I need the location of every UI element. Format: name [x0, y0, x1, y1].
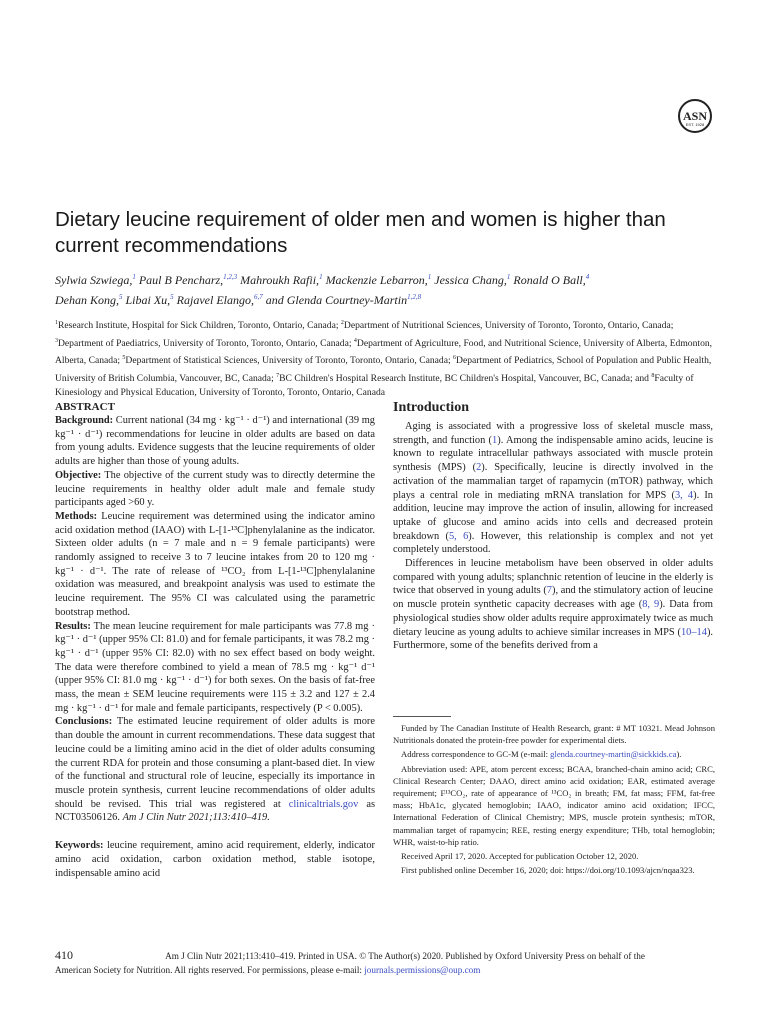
intro-text: ). Specifically, leucine is directly involved in the activation of the mammalian target of rapamycin (mTOR) pathway, which plays a central role in mediating mRNA translation for MPS ( [393, 462, 714, 501]
conclusions-text: The estimated leucine requirement of older adults is more than double the amount in current recommendations. These data suggest that leucine could be a limiting amino acid in the diet of older adults consuming the current RDA for protein and those consuming a plant-based diet. In view of the functional and structural role of leucine, especially its importance in muscle protein synthesis, current leucine recommendations of older adults should be revised. This trial was registered at [55, 716, 375, 810]
author-name: Mahroukh Rafii, [240, 273, 320, 287]
correspondence-email-link[interactable]: glenda.courtney-martin@sickkids.ca [550, 749, 677, 760]
abstract-results [55, 620, 375, 716]
article-title: Dietary leucine requirement of older men and women is higher than current recommendations [55, 208, 666, 257]
author-affiliation-mark: 1 [132, 273, 136, 281]
reference-link[interactable]: 8, 9 [642, 599, 660, 611]
funding-note: Funded by The Canadian Institute of Health Research, grant: # MT 10321. Mead Johnson Nutritionals donated the protein-free powder for experimental diets. [393, 723, 715, 746]
clinicaltrials-link[interactable]: clinicaltrials.gov [288, 798, 359, 810]
methods-label: Methods: [55, 510, 98, 522]
affiliation-text: Department of Agriculture, Food, and Nutritional Science, University of Alberta, Edmonton, Alberta, Canada; [55, 337, 713, 367]
author-line-2 [55, 293, 421, 307]
affiliation-number: 8 [651, 372, 655, 379]
reference-link[interactable]: 5, 6 [448, 530, 469, 542]
affiliation-number: 3 [55, 337, 58, 344]
affiliation-number: 4 [353, 337, 357, 344]
author-name: Rajavel Elango, [176, 293, 254, 307]
results-text: The mean leucine requirement for male participants was 77.8 mg · kg⁻¹ · d⁻¹ (upper 95% CI: 81.0) and for female participants, it was 78.2 mg · kg⁻¹ · d⁻¹ (upper 95% CI: 82.0) with no sex effect based on body weight. The data were therefore combined to yield a mean of 78.5 mg · kg⁻¹ d⁻¹ (upper 95% CI: 81.0 mg · kg⁻¹ · d⁻¹) for both sexes. On the basis of fat-free mass, the mean ± SEM leucine requirements were 115 ± 3.2 and 127 ± 2.4 mg · kg⁻¹ · d⁻¹ for male and female participants, respectively (P < 0.005). [55, 620, 375, 714]
affiliation-number: 5 [122, 355, 126, 362]
author-affiliation-mark: 1 [506, 273, 511, 281]
author-affiliation-mark: 5 [119, 293, 123, 301]
correspondence-note [393, 748, 715, 760]
author-name: and Glenda Courtney-Martin [265, 293, 408, 307]
correspondence-text: Address correspondence to GC-M (e-mail: [401, 749, 551, 760]
introduction [393, 399, 713, 653]
affiliation-number: 2 [340, 320, 344, 326]
author-name: Mackenzie Lebarron, [325, 273, 428, 287]
author-name: Libai Xu, [125, 293, 171, 307]
reference-link[interactable]: 3, 4 [674, 489, 694, 501]
abstract [55, 400, 375, 880]
background-text: Current national (34 mg · kg⁻¹ · d⁻¹) and international (39 mg kg⁻¹ · d⁻¹) recommendations for leucine in older adults are based on data from young adults. Evidence suggests that the leucine requirements of older adults are higher than those of young adults. [55, 415, 375, 468]
affiliation-text: Department of Nutritional Sciences, University of Toronto, Toronto, Ontario, Canada; [343, 320, 674, 332]
objective-label: Objective: [55, 469, 102, 481]
intro-paragraph-1 [393, 420, 713, 557]
affiliation-number: 1 [55, 320, 58, 326]
asn-logo [678, 99, 712, 133]
affiliation-text: BC Children's Hospital Research Institute, BC Children's Hospital, Vancouver, BC, Canada; and [279, 372, 652, 384]
affiliation-text: Department of Statistical Sciences, University of Toronto, Toronto, Ontario, Canada; [125, 355, 454, 367]
conclusions-label: Conclusions: [55, 716, 113, 728]
published-note: First published online December 16, 2020; doi: https://doi.org/10.1093/ajcn/nqaa323. [401, 865, 695, 876]
author-affiliation-mark: 6,7 [254, 293, 263, 301]
author-affiliation-mark: 1,2,8 [407, 293, 422, 301]
author-list [55, 269, 735, 309]
intro-text: ). In addition, leucine may improve the action of insulin, allowing for increased uptake of glucose and amino acids into cells and decreased protein breakdown ( [393, 489, 713, 542]
intro-paragraph-2 [393, 557, 713, 653]
keywords-text: leucine requirement, amino acid requirement, elderly, indicator amino acid oxidation, carbon oxidation method, stable isotope, indispensable amino acid [55, 840, 375, 879]
results-label: Results: [55, 620, 91, 632]
reference-link[interactable]: 10–14 [680, 626, 707, 638]
correspondence-close: ). [676, 749, 682, 760]
keywords-label: Keywords: [55, 840, 104, 852]
affiliation-text: Faculty of Kinesiology and Physical Education, University of Toronto, Toronto, Ontario, Canada [55, 372, 694, 399]
affiliation-number: 7 [276, 372, 280, 379]
reference-link[interactable]: 2 [476, 462, 482, 474]
footer-journal-line: Am J Clin Nutr 2021;113:410–419. Printed in USA. © The Author(s) 2020. Published by Oxford University Press on behalf of the [165, 951, 645, 961]
logo-text: ASN [682, 108, 707, 123]
author-line-1 [55, 273, 589, 287]
permissions-email-link[interactable]: journals.permissions@oup.com [364, 965, 481, 975]
received-note: Received April 17, 2020. Accepted for publication October 12, 2020. [401, 851, 639, 862]
keywords [55, 839, 375, 880]
author-name: Sylwia Szwiega, [55, 273, 133, 287]
objective-text: The objective of the current study was to directly determine the leucine requirements in healthy older adult male and female study participants aged >60 y. [55, 469, 375, 509]
footnote-divider [393, 716, 451, 717]
affiliation-text: Department of Pediatrics, School of Population and Public Health, University of British Columbia, Vancouver, BC, Canada; [55, 355, 712, 384]
footer-rights-line: American Society for Nutrition. All rights reserved. For permissions, please e-mail: [55, 965, 365, 975]
intro-text: ), and the stimulatory action of leucine on muscle protein synthetic capacity decreases with age ( [393, 585, 713, 611]
author-name: Paul B Pencharz, [138, 273, 224, 287]
author-affiliation-mark: 4 [585, 273, 590, 281]
background-label: Background: [55, 415, 114, 426]
intro-text: Aging is associated with a progressive loss of skeletal muscle mass, strength, and function ( [393, 421, 713, 446]
author-name: Dehan Kong, [55, 293, 119, 307]
abstract-objective [55, 469, 375, 510]
methods-text: Leucine requirement was determined using the indicator amino acid oxidation method (IAAO) with L-[1-¹³C]phenylalanine as the indicator. Sixteen older adults (n = 7 male and n = 9 female participants) were randomly assigned to receive 3 to 7 leucine intakes from 20 to 120 mg · kg⁻¹ · d⁻¹. The rate of release of ¹³CO₂ from L-[1-¹³C]phenylalanine oxidation was measured, and breakpoint analysis was used to estimate the leucine requirement. The 95% CI was calculated using the parametric bootstrap method. [55, 510, 375, 618]
intro-text: ). Furthermore, some of the benefits derived from a [393, 626, 713, 652]
conclusions-registration: as NCT03506126. [55, 798, 375, 824]
logo-sub: EST. 1928 [685, 122, 705, 127]
abstract-conclusions [55, 715, 375, 825]
author-name: Jessica Chang, [434, 273, 507, 287]
reference-link[interactable]: 7 [546, 585, 552, 597]
introduction-heading: Introduction [393, 400, 469, 415]
author-affiliation-mark: 1,2,3 [223, 273, 238, 281]
intro-text: Differences in leucine metabolism have been observed in older adults compared with young adults; splanchnic retention of leucine in the elderly is twice that observed in young adults ( [393, 558, 713, 597]
intro-text: ). Among the indispensable amino acids, leucine is known to regulate intracellular pathways associated with muscle protein synthesis (MPS) ( [393, 434, 713, 474]
author-name: Ronald O Ball, [513, 273, 586, 287]
page-number: 410 [55, 948, 73, 962]
author-affiliation-mark: 1 [427, 273, 432, 281]
reference-link[interactable]: 1 [492, 434, 498, 446]
affiliation-text: Research Institute, Hospital for Sick Children, Toronto, Ontario, Canada; [58, 320, 341, 332]
abbreviations-note: Abbreviation used: APE, atom percent excess; BCAA, branched-chain amino acid; CRC, Clinical Research Center; DAAO, direct amino acid oxidation; EAR, estimated average requirement; F¹³CO₂, rate of appearance of ¹³CO₂ in breath; FM, fat mass; FFM, fat-free mass; HbA1c, glycated hemoglobin; IAAO, indicator amino acid oxidation; IFCC, International Federation of Clinical Chemistry; MPS, muscle protein synthesis; mTOR, mammalian target of rapamycin; REE, resting energy expenditure; THb, total hemoglobin; WHR, waist-to-hip ratio. [393, 763, 715, 847]
page-footer [55, 949, 715, 977]
journal-citation: Am J Clin Nutr 2021;113:410–419. [122, 812, 270, 824]
abstract-methods [55, 510, 375, 620]
author-affiliation-mark: 1 [319, 273, 323, 281]
author-affiliation-mark: 5 [170, 293, 174, 301]
affiliation-text: Department of Paediatrics, University of Toronto, Toronto, Ontario, Canada; [58, 337, 354, 349]
intro-text: ). However, this relationship is complex and not yet completely understood. [393, 530, 714, 556]
footnotes [393, 722, 715, 878]
affiliation-number: 6 [453, 355, 457, 362]
affiliations [55, 316, 715, 401]
abstract-background [55, 414, 375, 469]
abstract-heading: ABSTRACT [55, 401, 115, 413]
intro-text: ). Data from physiological studies show older adults require approximately twice as much dietary leucine as young adults to achieve similar increases in MPS ( [393, 599, 714, 638]
